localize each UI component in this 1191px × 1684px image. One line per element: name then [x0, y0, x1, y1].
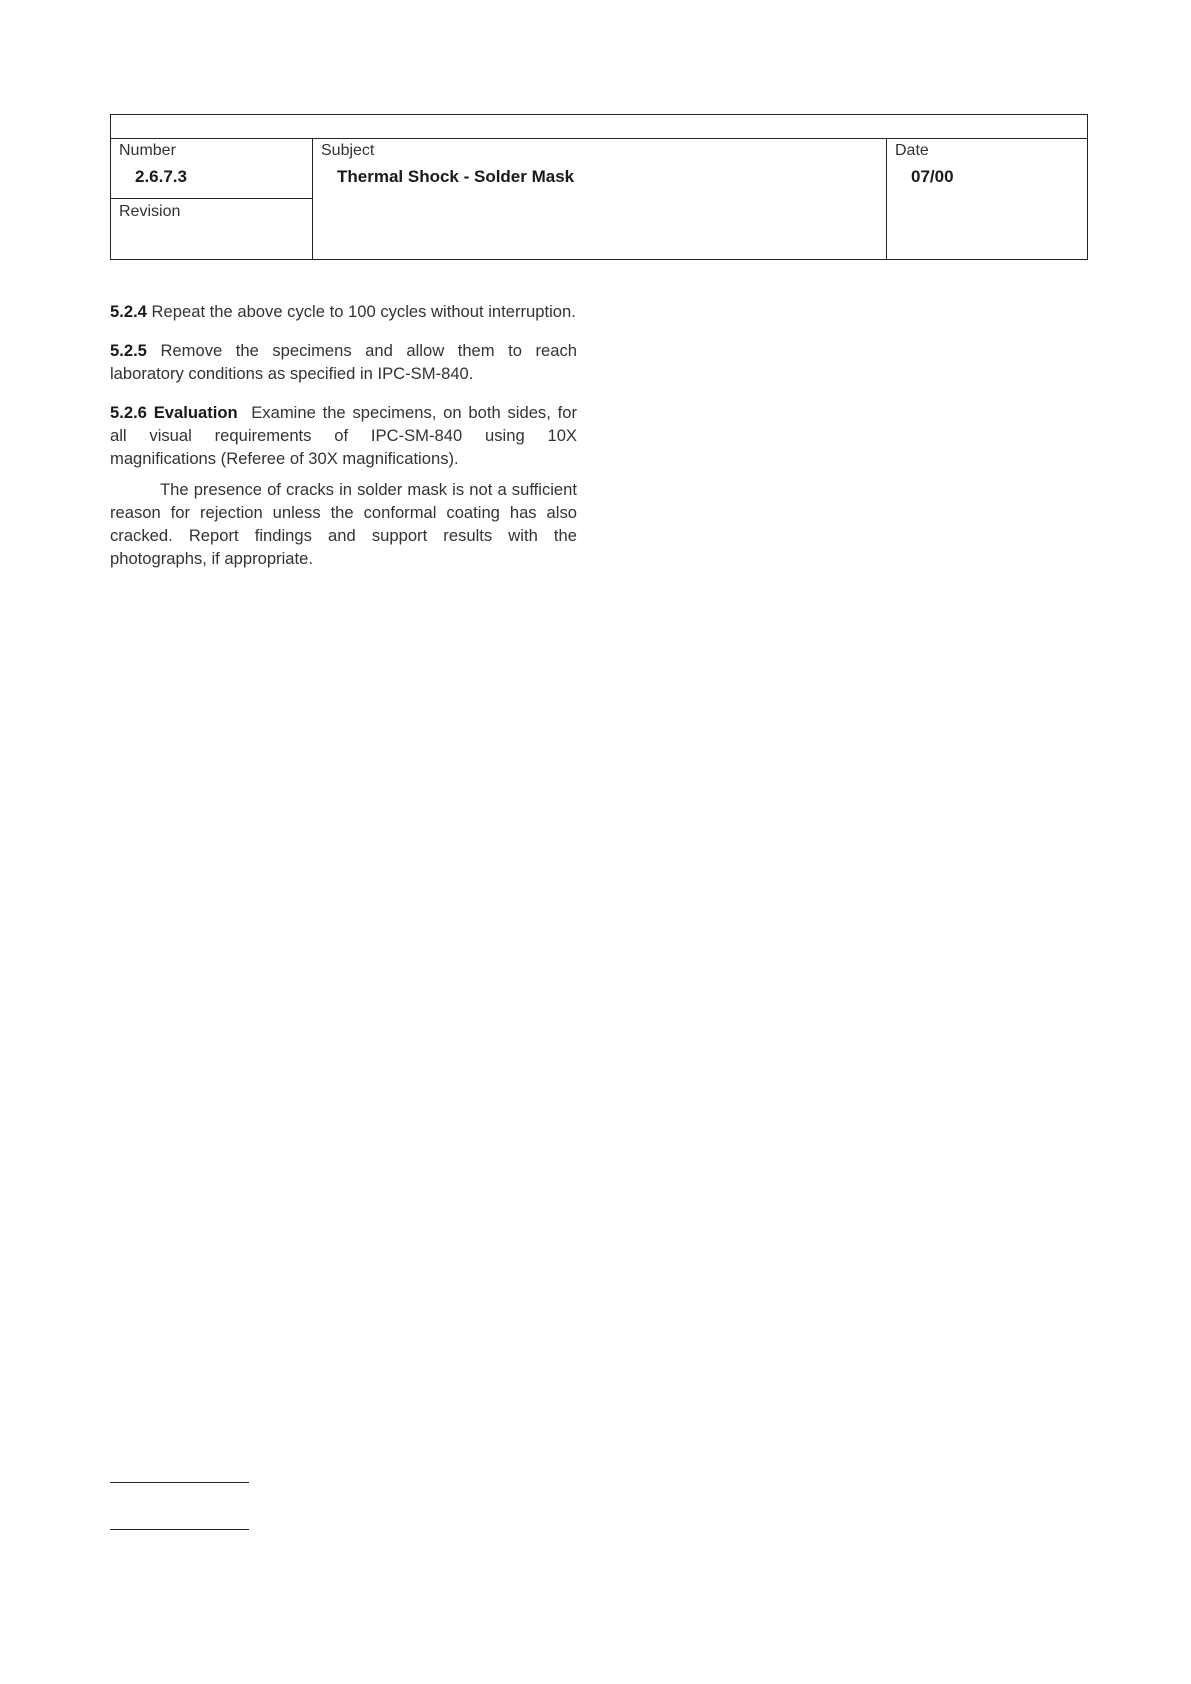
header-top-strip: [111, 115, 1087, 139]
section-heading: Evaluation: [153, 403, 238, 422]
subject-label: Subject: [321, 142, 375, 159]
subject-cell: [313, 138, 887, 259]
revision-cell: [111, 199, 313, 259]
paragraph-5-2-4: [110, 300, 577, 323]
section-number: 5.2.6: [110, 403, 147, 422]
section-number: 5.2.4: [110, 302, 147, 321]
document-header-table: [110, 114, 1088, 260]
paragraph-5-2-5: [110, 339, 577, 385]
paragraph-5-2-6: [110, 401, 577, 470]
footnote-rule: [110, 1482, 249, 1483]
paragraph-text: Repeat the above cycle to 100 cycles without interruption.: [151, 302, 576, 321]
footnote-rule: [110, 1529, 249, 1530]
number-label: Number: [119, 142, 176, 159]
paragraph-text: The presence of cracks in solder mask is not a sufficient reason for rejection unless the conformal coating has also cracked. Report findings and support results with the photographs, if appropriate.: [110, 480, 577, 568]
date-cell: [887, 138, 1087, 259]
subject-value: Thermal Shock - Solder Mask: [337, 167, 575, 186]
paragraph-cracks: [110, 478, 577, 570]
number-cell: [111, 138, 313, 199]
revision-label: Revision: [119, 203, 181, 220]
document-body: [110, 300, 577, 586]
date-value: 07/00: [911, 167, 954, 186]
paragraph-text: Remove the specimens and allow them to reach laboratory conditions as specified in IPC-SM-840.: [110, 341, 577, 383]
date-label: Date: [895, 142, 929, 159]
number-value: 2.6.7.3: [135, 167, 187, 186]
section-number: 5.2.5: [110, 341, 147, 360]
paragraph-text: Examine the specimens, on both sides, for all visual requirements of IPC-SM-840 using 10X magnifications (Referee of 30X magnifications).: [110, 403, 577, 468]
